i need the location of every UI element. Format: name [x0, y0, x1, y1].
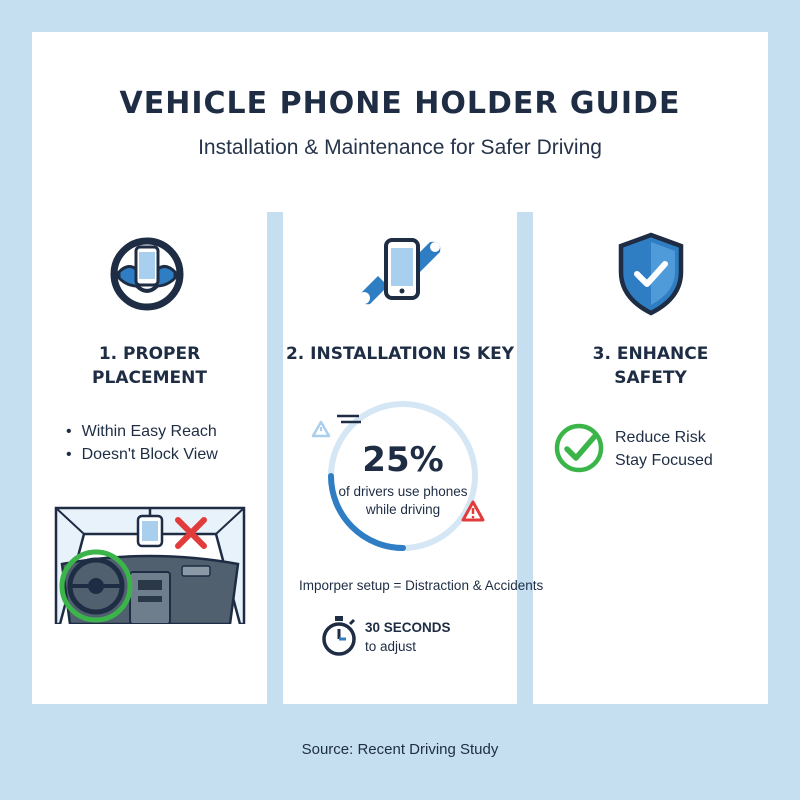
timer-value: 30 SECONDS	[365, 620, 451, 635]
statistic-caption	[328, 483, 478, 519]
car-dashboard-illustration	[54, 504, 246, 624]
list-item: Stay Focused	[615, 452, 713, 469]
statistic-value: 25%	[362, 440, 444, 480]
column-divider	[517, 212, 533, 704]
shield-check-icon	[617, 232, 685, 316]
placement-column	[32, 212, 267, 704]
installation-column	[283, 212, 544, 704]
list-item: Reduce Risk	[615, 429, 706, 446]
safety-heading	[533, 342, 768, 390]
timer-label: to adjust	[365, 639, 417, 654]
phone-wrench-icon	[356, 236, 444, 316]
column-divider	[267, 212, 283, 704]
safety-column	[533, 212, 768, 704]
placement-bullets	[66, 420, 218, 466]
safety-heading-line: SAFETY	[614, 368, 687, 388]
bullet-item: • Within Easy Reach	[66, 420, 218, 443]
setup-warning-note: Imporper setup = Distraction & Accidents	[299, 578, 544, 593]
installation-heading-line: 2. INSTALLATION IS KEY	[285, 344, 515, 364]
statistic-caption-line: of drivers use phones	[338, 484, 468, 499]
safety-benefits	[615, 426, 713, 472]
page-subtitle: Installation & Maintenance for Safer Driving	[198, 136, 602, 159]
safety-heading-line: 3. ENHANCE	[592, 344, 709, 364]
placement-heading	[32, 342, 267, 390]
timer-info	[365, 618, 451, 656]
check-circle-icon	[553, 422, 605, 474]
bullet-item: • Doesn't Block View	[66, 443, 218, 466]
steering-wheel-phone-icon	[107, 234, 187, 314]
page-title: VEHICLE PHONE HOLDER GUIDE	[119, 86, 681, 121]
placement-heading-line: 1. PROPER	[98, 344, 201, 364]
source-citation: Source: Recent Driving Study	[301, 741, 499, 758]
stopwatch-icon	[319, 614, 359, 658]
placement-heading-line: PLACEMENT	[92, 368, 207, 388]
installation-heading	[283, 342, 517, 366]
statistic-caption-line: while driving	[365, 502, 441, 517]
